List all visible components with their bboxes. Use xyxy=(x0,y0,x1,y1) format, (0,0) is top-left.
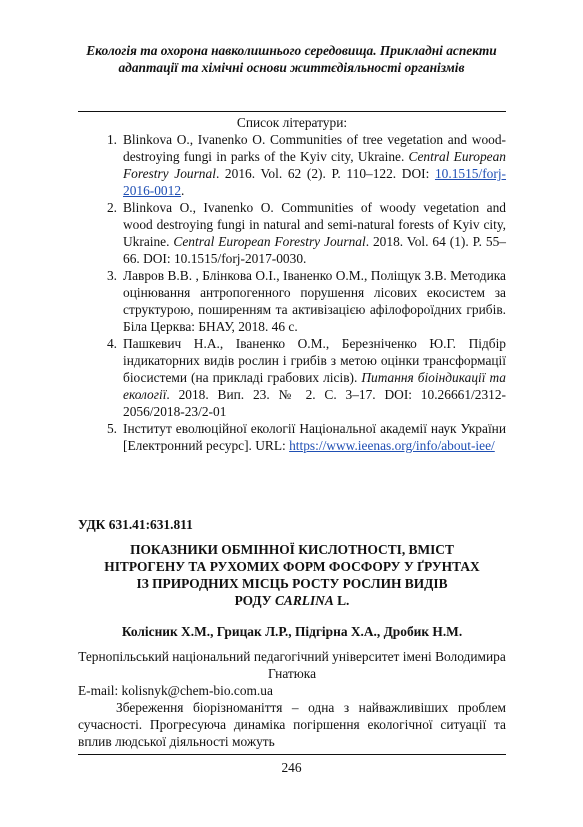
references-title: Список літератури: xyxy=(236,115,348,130)
email: E-mail: kolisnyk@chem-bio.com.ua xyxy=(78,683,273,698)
reference-number: 3. xyxy=(106,268,117,283)
journal-name: Central European Forestry Journal xyxy=(173,234,366,249)
reference-number: 5. xyxy=(106,421,117,436)
article-title: ПОКАЗНИКИ ОБМІННОЇ КИСЛОТНОСТІ, ВМІСТ НІТРОГЕНУ ТА РУХОМИХ ФОРМ ФОСФОРУ У ҐРУНТАХ ІЗ ПРИРОДНИХ МІСЦЬ РОСТУ РОСЛИН ВИДІВ РОДУ CARLINA L. xyxy=(104,542,480,608)
reference-item xyxy=(78,335,506,420)
reference-list xyxy=(78,131,506,454)
genus-name: CARLINA xyxy=(274,593,334,608)
affiliation: Тернопільський національний педагогічний університет імені Володимира Гнатюка xyxy=(78,649,506,681)
doi-link[interactable]: 10.1515/forj-2016-0012 xyxy=(123,166,507,198)
reference-text: Лавров В.В. , Блінкова О.І., Іваненко О.М., Поліщук З.В. Методика оцінювання антропогенного порушення лісових екосистем за структурою, поширенням та активізацією афілофороїдних грибів. Біла Церква: БНАУ, 2018. 46 с. xyxy=(123,268,506,334)
running-head: Екологія та охорона навколишнього середовища. Прикладні аспекти адаптації та хімічні основи життєдіяльності організмів xyxy=(86,43,497,75)
reference-number: 4. xyxy=(106,336,117,351)
udk-code: УДК 631.41:631.811 xyxy=(78,517,193,532)
reference-item xyxy=(78,131,506,199)
reference-text: Blinkova O., Ivanenko O. Communities of tree vegetation and wood-destroying fungi in parks of the Kyiv city, Ukraine. Central European Forestry Journal. 2016. Vol. 62 (2). P. 110–122. DOI: 10.1515/forj-2016-0012. xyxy=(123,132,507,198)
reference-text: Blinkova O., Ivanenko O. Communities of woody vegetation and wood destroying fungi in natural and semi-natural forests of Kyiv city, Ukraine. Central European Forestry Journal. 2018. Vol. 64 (1). P. 55–66. DOI: 10.1515/forj-2017-0030. xyxy=(123,200,506,266)
url-link[interactable]: https://www.ieenas.org/info/about-iee/ xyxy=(289,438,495,453)
body-paragraph: Збереження біорізноманіття – одна з найважливіших проблем сучасності. Прогресуюча динаміка погіршення екологічної ситуації та вплив людської діяльності можуть xyxy=(78,700,506,749)
reference-number: 1. xyxy=(106,132,117,147)
journal-name: Central European Forestry Journal xyxy=(123,149,506,181)
reference-text: Пашкевич Н.А., Іваненко О.М., Березніченко Ю.Г. Підбір індикаторних видів рослин і грибів з метою оцінки трансформації біосистеми (на прикладі грабових лісів). Питання біоіндикації та екології. 2018. Вип. 23. № 2. С. 3–17. DOI: 10.26661/2312-2056/2018-23/2-01 xyxy=(123,336,507,419)
header-divider xyxy=(78,111,506,112)
footer-divider xyxy=(78,754,506,755)
page-number: 246 xyxy=(281,760,302,775)
reference-item xyxy=(78,420,506,454)
reference-text: Інститут еволюційної екології Національної академії наук України [Електронний ресурс]. URL: https://www.ieenas.org/info/about-iee/ xyxy=(123,421,506,453)
authors: Колісник Х.М., Грицак Л.Р., Підгірна Х.А., Дробик Н.М. xyxy=(121,624,463,639)
journal-name: Питання біоіндикації та екології xyxy=(123,370,507,402)
reference-item xyxy=(78,199,506,267)
reference-number: 2. xyxy=(106,200,117,215)
reference-item xyxy=(78,267,506,335)
